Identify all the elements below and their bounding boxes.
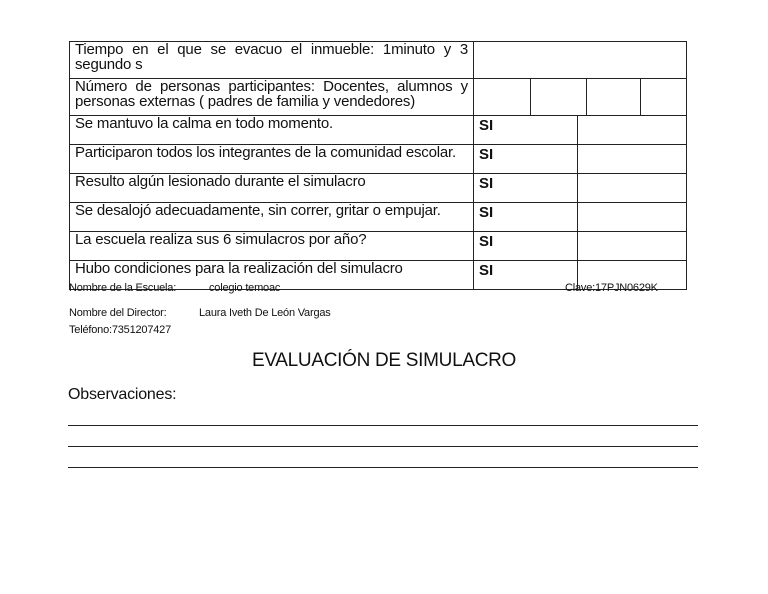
answer-cell: SI bbox=[474, 261, 578, 290]
table-row bbox=[70, 203, 687, 232]
answer-cell: SI bbox=[474, 232, 578, 261]
director-value: Laura Iveth De León Vargas bbox=[199, 307, 331, 319]
question-cell: Tiempo en el que se evacuo el inmueble: 1minuto y 3 segundo s bbox=[70, 42, 474, 79]
blank-cell bbox=[578, 232, 687, 261]
count-cell bbox=[530, 79, 587, 115]
question-cell: Se desalojó adecuadamente, sin correr, gritar o empujar. bbox=[70, 203, 474, 232]
table-row bbox=[70, 79, 687, 116]
table-row bbox=[70, 145, 687, 174]
blank-cell bbox=[578, 145, 687, 174]
count-cell bbox=[586, 79, 640, 115]
observation-line bbox=[68, 425, 698, 426]
table-row bbox=[70, 232, 687, 261]
question-cell: La escuela realiza sus 6 simulacros por año? bbox=[70, 232, 474, 261]
answer-cell: SI bbox=[474, 145, 578, 174]
question-cell: Se mantuvo la calma en todo momento. bbox=[70, 116, 474, 145]
page-title: EVALUACIÓN DE SIMULACRO bbox=[251, 350, 517, 371]
table-row bbox=[70, 116, 687, 145]
blank-cell bbox=[578, 203, 687, 232]
observation-line bbox=[68, 467, 698, 468]
table-row bbox=[70, 42, 687, 79]
question-cell: Participaron todos los integrantes de la comunidad escolar. bbox=[70, 145, 474, 174]
count-cell bbox=[640, 79, 686, 115]
participants-count-cells bbox=[474, 79, 687, 116]
director-label: Nombre del Director: bbox=[69, 307, 167, 319]
question-cell: Número de personas participantes: Docentes, alumnos y personas externas ( padres de familia y vendedores) bbox=[70, 79, 474, 116]
blank-cell bbox=[578, 116, 687, 145]
answer-cell: SI bbox=[474, 174, 578, 203]
observations-label: Observaciones: bbox=[68, 386, 177, 403]
answer-cell: SI bbox=[474, 116, 578, 145]
question-cell: Hubo condiciones para la realización del simulacro bbox=[70, 261, 474, 290]
evaluation-table bbox=[69, 41, 687, 290]
answer-cell: SI bbox=[474, 203, 578, 232]
school-clave: Clave:17PJN0629K bbox=[565, 282, 658, 294]
answer-cell bbox=[474, 42, 687, 79]
blank-cell bbox=[578, 174, 687, 203]
question-cell: Resulto algún lesionado durante el simulacro bbox=[70, 174, 474, 203]
school-name-value: colegio temoac bbox=[209, 282, 281, 294]
school-name-label: Nombre de la Escuela: bbox=[69, 282, 177, 294]
observation-line bbox=[68, 446, 698, 447]
count-cell bbox=[474, 79, 530, 115]
school-phone: Teléfono:7351207427 bbox=[69, 324, 172, 336]
table-row bbox=[70, 174, 687, 203]
